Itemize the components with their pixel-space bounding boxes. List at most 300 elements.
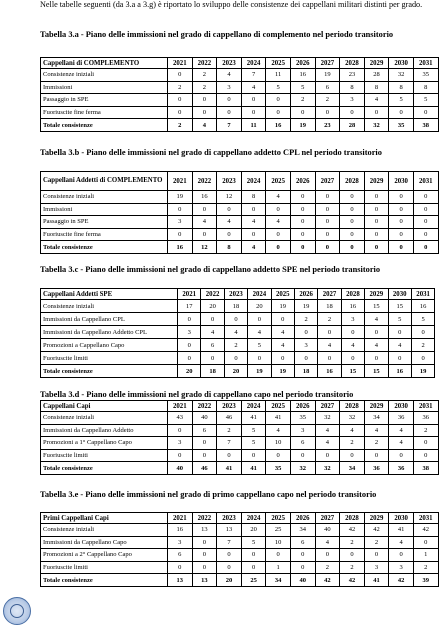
value-cell: 0	[248, 352, 271, 365]
value-cell: 25	[266, 524, 291, 537]
row-label: Immissioni da Cappellano Addetto	[41, 424, 168, 437]
row-label: Consistenze iniziali	[41, 191, 168, 204]
value-cell: 15	[365, 300, 388, 313]
value-cell: 0	[340, 203, 365, 216]
value-cell: 20	[178, 365, 201, 378]
value-cell: 0	[315, 203, 340, 216]
value-cell: 6	[290, 536, 315, 549]
value-cell: 20	[201, 300, 224, 313]
table-row	[41, 574, 439, 587]
value-cell: 20	[241, 524, 266, 537]
table-caption: Tabella 3.a - Piano delle immissioni nel grado di cappellano di complemento nel periodo transitorio	[40, 30, 394, 39]
year-header-cell: 2031	[411, 289, 434, 300]
value-cell: 3	[168, 536, 193, 549]
row-label: Passaggio in SPE	[41, 216, 168, 229]
value-cell: 0	[290, 561, 315, 574]
value-cell: 23	[315, 119, 340, 132]
row-label: Fuoriuscite fine ferma	[41, 228, 168, 241]
data-table	[40, 512, 439, 587]
value-cell: 16	[168, 524, 193, 537]
value-cell: 8	[389, 81, 414, 94]
value-cell: 2	[224, 339, 247, 352]
value-cell: 0	[168, 449, 193, 462]
data-table	[40, 57, 439, 132]
value-cell: 3	[341, 313, 364, 326]
value-cell: 0	[294, 326, 317, 339]
value-cell: 2	[411, 339, 434, 352]
value-cell: 34	[290, 524, 315, 537]
value-cell: 18	[224, 300, 247, 313]
value-cell: 10	[266, 437, 291, 450]
value-cell: 16	[192, 191, 217, 204]
year-header-cell: 2030	[389, 401, 414, 412]
year-header-cell: 2026	[290, 58, 315, 69]
value-cell: 6	[192, 424, 217, 437]
value-cell: 2	[340, 437, 365, 450]
row-label: Promozioni a Cappellano Capo	[41, 339, 178, 352]
year-header-cell: 2028	[340, 58, 365, 69]
table-row	[41, 424, 439, 437]
value-cell: 0	[340, 549, 365, 562]
year-header-cell: 2030	[389, 513, 414, 524]
year-header-cell: 2025	[266, 172, 291, 191]
value-cell: 4	[365, 313, 388, 326]
value-cell: 0	[290, 449, 315, 462]
value-cell: 0	[168, 561, 193, 574]
value-cell: 17	[178, 300, 201, 313]
value-cell: 2	[318, 313, 341, 326]
year-header-cell: 2027	[318, 289, 341, 300]
value-cell: 0	[266, 106, 291, 119]
value-cell: 40	[315, 524, 340, 537]
value-cell: 16	[290, 69, 315, 82]
year-header-cell: 2021	[168, 172, 193, 191]
value-cell: 0	[364, 241, 389, 254]
row-label: Immissioni da Cappellano Capo	[41, 536, 168, 549]
value-cell: 4	[217, 216, 242, 229]
value-cell: 32	[364, 119, 389, 132]
value-cell: 3	[294, 339, 317, 352]
year-header-cell: 2021	[168, 513, 193, 524]
value-cell: 36	[364, 462, 389, 475]
value-cell: 0	[340, 241, 365, 254]
value-cell: 28	[364, 69, 389, 82]
value-cell: 6	[315, 81, 340, 94]
value-cell: 34	[266, 574, 291, 587]
value-cell: 19	[168, 191, 193, 204]
table-row	[41, 561, 439, 574]
value-cell: 0	[241, 203, 266, 216]
table-row	[41, 339, 435, 352]
table-caption: Tabella 3.c - Piano delle immissioni nel grado di cappellano addetto SPE nel periodo transitorio	[40, 265, 381, 274]
value-cell: 4	[224, 326, 247, 339]
value-cell: 32	[315, 412, 340, 425]
year-header-cell: 2022	[192, 513, 217, 524]
value-cell: 16	[318, 365, 341, 378]
value-cell: 0	[341, 326, 364, 339]
year-header-cell: 2024	[241, 172, 266, 191]
value-cell: 42	[315, 574, 340, 587]
year-header-cell: 2029	[364, 401, 389, 412]
value-cell: 4	[217, 69, 242, 82]
value-cell: 4	[271, 326, 294, 339]
year-header-cell: 2027	[315, 58, 340, 69]
value-cell: 0	[266, 203, 291, 216]
value-cell: 0	[224, 313, 247, 326]
value-cell: 0	[413, 203, 438, 216]
value-cell: 0	[271, 352, 294, 365]
row-label: Immissioni da Cappellano Addetto CPL	[41, 326, 178, 339]
year-header-cell: 2022	[201, 289, 224, 300]
value-cell: 42	[340, 574, 365, 587]
value-cell: 0	[413, 191, 438, 204]
value-cell: 18	[201, 365, 224, 378]
year-header-cell: 2029	[364, 513, 389, 524]
row-label: Consistenze iniziali	[41, 300, 178, 313]
table-row	[41, 524, 439, 537]
year-header-cell: 2031	[413, 513, 438, 524]
value-cell: 12	[192, 241, 217, 254]
value-cell: 8	[217, 241, 242, 254]
value-cell: 0	[389, 203, 414, 216]
row-label: Fuoriuscite limiti	[41, 561, 168, 574]
value-cell: 19	[271, 365, 294, 378]
value-cell: 0	[364, 191, 389, 204]
value-cell: 2	[315, 561, 340, 574]
year-header-cell: 2029	[364, 172, 389, 191]
value-cell: 0	[315, 191, 340, 204]
value-cell: 38	[413, 119, 438, 132]
value-cell: 0	[168, 203, 193, 216]
year-header-cell: 2026	[290, 401, 315, 412]
value-cell: 3	[290, 424, 315, 437]
value-cell: 0	[413, 449, 438, 462]
value-cell: 2	[290, 94, 315, 107]
value-cell: 0	[192, 549, 217, 562]
value-cell: 32	[389, 69, 414, 82]
year-header-cell: 2023	[217, 401, 242, 412]
value-cell: 4	[318, 339, 341, 352]
value-cell: 19	[248, 365, 271, 378]
year-header-cell: 2031	[413, 58, 438, 69]
value-cell: 0	[364, 549, 389, 562]
year-header-cell: 2022	[192, 58, 217, 69]
value-cell: 3	[178, 326, 201, 339]
table-row	[41, 352, 435, 365]
table-row	[41, 203, 439, 216]
value-cell: 38	[413, 462, 438, 475]
value-cell: 0	[241, 94, 266, 107]
value-cell: 0	[217, 561, 242, 574]
value-cell: 0	[217, 203, 242, 216]
value-cell: 0	[294, 352, 317, 365]
table-caption: Tabella 3.e - Piano delle immissioni nel grado di primo cappellano capo nel periodo transitorio	[40, 490, 377, 499]
value-cell: 12	[217, 191, 242, 204]
value-cell: 4	[389, 437, 414, 450]
value-cell: 18	[294, 365, 317, 378]
value-cell: 8	[364, 81, 389, 94]
year-header-cell: 2028	[341, 289, 364, 300]
value-cell: 0	[318, 326, 341, 339]
value-cell: 3	[168, 437, 193, 450]
value-cell: 16	[341, 300, 364, 313]
value-cell: 0	[201, 313, 224, 326]
value-cell: 13	[217, 524, 242, 537]
value-cell: 4	[315, 424, 340, 437]
value-cell: 20	[217, 574, 242, 587]
value-cell: 0	[364, 106, 389, 119]
value-cell: 0	[168, 228, 193, 241]
value-cell: 16	[266, 119, 291, 132]
year-header-cell: 2022	[192, 172, 217, 191]
value-cell: 4	[192, 119, 217, 132]
value-cell: 0	[178, 339, 201, 352]
value-cell: 1	[413, 549, 438, 562]
data-table	[40, 171, 439, 254]
value-cell: 0	[271, 313, 294, 326]
value-cell: 0	[290, 216, 315, 229]
value-cell: 34	[340, 462, 365, 475]
table-row	[41, 326, 435, 339]
table-row	[41, 119, 439, 132]
value-cell: 0	[340, 106, 365, 119]
year-header-cell: 2023	[217, 58, 242, 69]
value-cell: 0	[340, 216, 365, 229]
year-header-cell: 2025	[266, 513, 291, 524]
value-cell: 19	[294, 300, 317, 313]
year-header-cell: 2024	[241, 401, 266, 412]
value-cell: 0	[389, 549, 414, 562]
value-cell: 0	[290, 241, 315, 254]
value-cell: 0	[340, 228, 365, 241]
value-cell: 8	[340, 81, 365, 94]
data-table	[40, 288, 435, 378]
value-cell: 0	[192, 228, 217, 241]
value-cell: 19	[290, 119, 315, 132]
value-cell: 5	[241, 437, 266, 450]
value-cell: 42	[413, 524, 438, 537]
value-cell: 2	[413, 424, 438, 437]
value-cell: 0	[290, 549, 315, 562]
value-cell: 0	[217, 228, 242, 241]
value-cell: 0	[201, 352, 224, 365]
value-cell: 42	[364, 524, 389, 537]
value-cell: 0	[178, 313, 201, 326]
value-cell: 6	[168, 549, 193, 562]
year-header-cell: 2030	[389, 172, 414, 191]
value-cell: 32	[315, 462, 340, 475]
value-cell: 0	[168, 69, 193, 82]
year-header-cell: 2021	[168, 58, 193, 69]
value-cell: 0	[389, 106, 414, 119]
value-cell: 0	[315, 549, 340, 562]
table-row	[41, 462, 439, 475]
year-header-cell: 2025	[266, 58, 291, 69]
value-cell: 0	[365, 326, 388, 339]
value-cell: 4	[241, 241, 266, 254]
value-cell: 5	[388, 313, 411, 326]
value-cell: 10	[266, 536, 291, 549]
year-header-cell: 2031	[413, 172, 438, 191]
value-cell: 16	[411, 300, 434, 313]
value-cell: 0	[389, 241, 414, 254]
value-cell: 2	[413, 561, 438, 574]
value-cell: 41	[364, 574, 389, 587]
value-cell: 13	[192, 524, 217, 537]
value-cell: 4	[241, 81, 266, 94]
value-cell: 0	[241, 561, 266, 574]
value-cell: 11	[241, 119, 266, 132]
value-cell: 7	[217, 536, 242, 549]
value-cell: 0	[192, 203, 217, 216]
value-cell: 0	[290, 106, 315, 119]
table-row	[41, 437, 439, 450]
value-cell: 0	[364, 228, 389, 241]
table-row	[41, 449, 439, 462]
value-cell: 39	[413, 574, 438, 587]
value-cell: 0	[413, 536, 438, 549]
year-header-cell: 2023	[224, 289, 247, 300]
value-cell: 0	[217, 549, 242, 562]
table-header-row	[41, 513, 439, 524]
value-cell: 42	[340, 524, 365, 537]
value-cell: 0	[388, 326, 411, 339]
value-cell: 6	[201, 339, 224, 352]
value-cell: 36	[389, 412, 414, 425]
value-cell: 0	[168, 424, 193, 437]
value-cell: 4	[248, 326, 271, 339]
table-row	[41, 69, 439, 82]
value-cell: 4	[241, 216, 266, 229]
row-label: Consistenze iniziali	[41, 69, 168, 82]
year-header-cell: 2021	[178, 289, 201, 300]
year-header-cell: 2025	[266, 401, 291, 412]
value-cell: 0	[192, 106, 217, 119]
year-header-cell: 2028	[340, 513, 365, 524]
value-cell: 0	[266, 549, 291, 562]
value-cell: 4	[364, 424, 389, 437]
value-cell: 5	[389, 94, 414, 107]
value-cell: 0	[266, 449, 291, 462]
value-cell: 0	[315, 241, 340, 254]
year-header-cell: 2029	[365, 289, 388, 300]
value-cell: 0	[241, 106, 266, 119]
year-header-cell: 2027	[315, 513, 340, 524]
table-row	[41, 536, 439, 549]
table-header-label: Cappellani Capi	[41, 401, 168, 412]
year-header-cell: 2031	[413, 401, 438, 412]
table-row	[41, 191, 439, 204]
value-cell: 25	[241, 574, 266, 587]
table-header-label: Cappellani Addetti SPE	[41, 289, 178, 300]
value-cell: 0	[365, 352, 388, 365]
year-header-cell: 2027	[315, 401, 340, 412]
value-cell: 41	[241, 412, 266, 425]
row-label: Consistenze iniziali	[41, 412, 168, 425]
value-cell: 0	[413, 241, 438, 254]
intro-paragraph: Nelle tabelle seguenti (da 3.a a 3.g) è riportato lo sviluppo delle consistenze dei cappellani militari distinti per grado.	[40, 0, 423, 9]
table-row	[41, 300, 435, 313]
value-cell: 0	[413, 437, 438, 450]
table-header-row	[41, 58, 439, 69]
value-cell: 8	[241, 191, 266, 204]
row-label: Immissioni	[41, 81, 168, 94]
value-cell: 3	[364, 561, 389, 574]
value-cell: 0	[290, 191, 315, 204]
value-cell: 1	[266, 561, 291, 574]
value-cell: 2	[364, 437, 389, 450]
value-cell: 5	[413, 94, 438, 107]
value-cell: 3	[340, 94, 365, 107]
row-label: Totale consistenze	[41, 462, 168, 475]
value-cell: 5	[290, 81, 315, 94]
value-cell: 0	[168, 106, 193, 119]
year-header-cell: 2024	[248, 289, 271, 300]
value-cell: 41	[389, 524, 414, 537]
value-cell: 5	[241, 424, 266, 437]
value-cell: 32	[290, 462, 315, 475]
value-cell: 0	[290, 203, 315, 216]
value-cell: 34	[364, 412, 389, 425]
value-cell: 0	[315, 106, 340, 119]
value-cell: 7	[217, 119, 242, 132]
table-row	[41, 94, 439, 107]
year-header-cell: 2024	[241, 513, 266, 524]
value-cell: 0	[389, 449, 414, 462]
year-header-cell: 2026	[294, 289, 317, 300]
value-cell: 4	[388, 339, 411, 352]
row-label: Immissioni da Cappellano CPL	[41, 313, 178, 326]
year-header-cell: 2026	[290, 172, 315, 191]
table-header-row	[41, 289, 435, 300]
year-header-cell: 2023	[217, 172, 242, 191]
value-cell: 41	[241, 462, 266, 475]
value-cell: 40	[290, 574, 315, 587]
value-cell: 0	[290, 228, 315, 241]
value-cell: 0	[389, 228, 414, 241]
value-cell: 15	[388, 300, 411, 313]
value-cell: 15	[365, 365, 388, 378]
value-cell: 0	[266, 241, 291, 254]
value-cell: 7	[217, 437, 242, 450]
value-cell: 0	[364, 449, 389, 462]
value-cell: 11	[266, 69, 291, 82]
row-label: Fuoriuscite fine ferma	[41, 106, 168, 119]
value-cell: 0	[340, 449, 365, 462]
value-cell: 0	[217, 449, 242, 462]
table-row	[41, 228, 439, 241]
row-label: Totale consistenze	[41, 241, 168, 254]
value-cell: 0	[168, 94, 193, 107]
row-label: Fuoriuscite limiti	[41, 449, 168, 462]
value-cell: 35	[413, 69, 438, 82]
value-cell: 36	[413, 412, 438, 425]
value-cell: 0	[241, 449, 266, 462]
value-cell: 18	[318, 300, 341, 313]
value-cell: 0	[178, 352, 201, 365]
value-cell: 5	[266, 81, 291, 94]
value-cell: 4	[315, 437, 340, 450]
row-label: Promozioni a 2° Cappellano Capo	[41, 549, 168, 562]
value-cell: 41	[217, 462, 242, 475]
value-cell: 4	[201, 326, 224, 339]
table-row	[41, 549, 439, 562]
row-label: Totale consistenze	[41, 365, 178, 378]
value-cell: 0	[411, 326, 434, 339]
value-cell: 7	[241, 69, 266, 82]
value-cell: 0	[315, 216, 340, 229]
value-cell: 3	[217, 81, 242, 94]
